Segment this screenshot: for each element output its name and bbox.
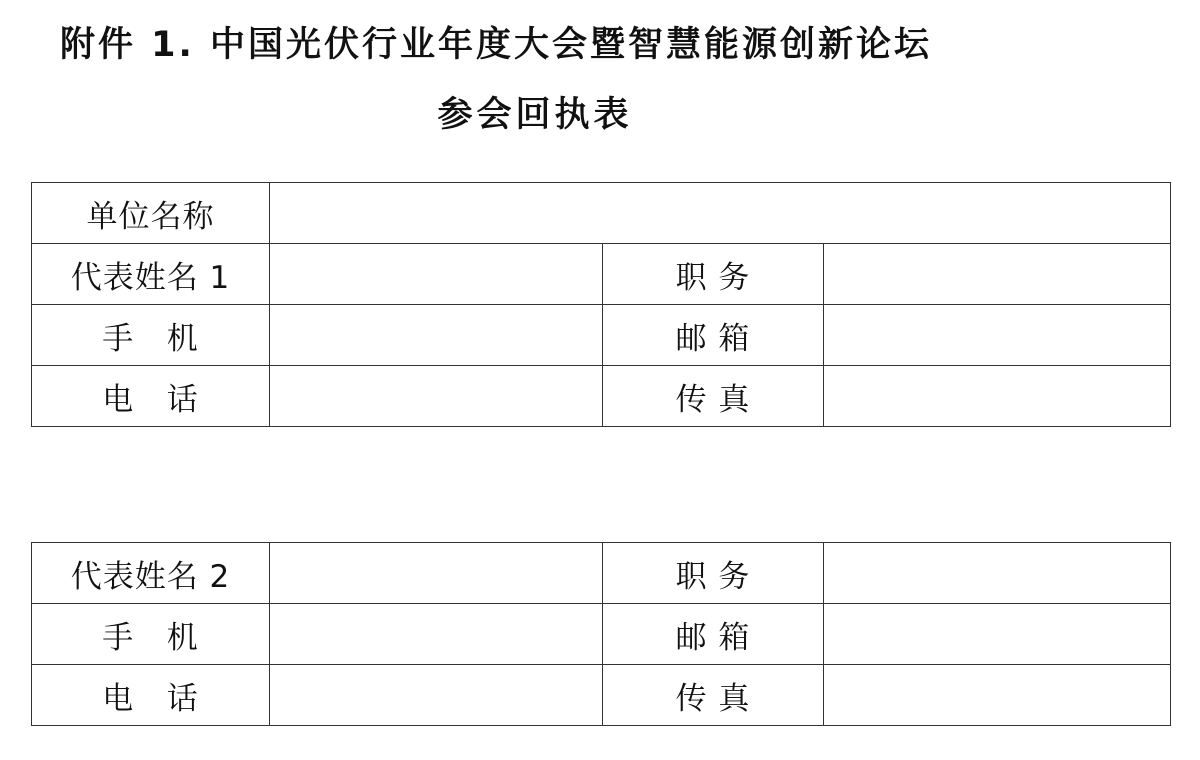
organization-field[interactable] xyxy=(270,183,1171,244)
representative-2-name-field[interactable] xyxy=(270,543,603,604)
table-row-representative-1 xyxy=(32,244,1171,305)
position-1-field[interactable] xyxy=(824,244,1171,305)
mobile-2-label: 手 机 xyxy=(32,604,270,665)
table-row-phone-1 xyxy=(32,366,1171,427)
mobile-1-label: 手 机 xyxy=(32,305,270,366)
document-title: 附件 1. 中国光伏行业年度大会暨智慧能源创新论坛 xyxy=(60,25,933,65)
email-1-label: 邮 箱 xyxy=(603,305,824,366)
table-row-mobile-2 xyxy=(32,604,1171,665)
phone-2-field[interactable] xyxy=(270,665,603,726)
phone-2-label: 电 话 xyxy=(32,665,270,726)
phone-1-field[interactable] xyxy=(270,366,603,427)
representative-1-label: 代表姓名 1 xyxy=(32,244,270,305)
fax-1-field[interactable] xyxy=(824,366,1171,427)
phone-1-label: 电 话 xyxy=(32,366,270,427)
fax-2-field[interactable] xyxy=(824,665,1171,726)
position-2-label: 职 务 xyxy=(603,543,824,604)
mobile-1-field[interactable] xyxy=(270,305,603,366)
table-row-representative-2 xyxy=(32,543,1171,604)
email-1-field[interactable] xyxy=(824,305,1171,366)
email-2-field[interactable] xyxy=(824,604,1171,665)
table-row-organization xyxy=(32,183,1171,244)
fax-1-label: 传 真 xyxy=(603,366,824,427)
representative-2-label: 代表姓名 2 xyxy=(32,543,270,604)
position-1-label: 职 务 xyxy=(603,244,824,305)
table-row-phone-2 xyxy=(32,665,1171,726)
mobile-2-field[interactable] xyxy=(270,604,603,665)
email-2-label: 邮 箱 xyxy=(603,604,824,665)
organization-label: 单位名称 xyxy=(32,183,270,244)
registration-table-2 xyxy=(31,542,1171,726)
registration-table-1 xyxy=(31,182,1171,427)
position-2-field[interactable] xyxy=(824,543,1171,604)
table-row-mobile-1 xyxy=(32,305,1171,366)
fax-2-label: 传 真 xyxy=(603,665,824,726)
document-subtitle: 参会回执表 xyxy=(437,95,633,135)
representative-1-name-field[interactable] xyxy=(270,244,603,305)
